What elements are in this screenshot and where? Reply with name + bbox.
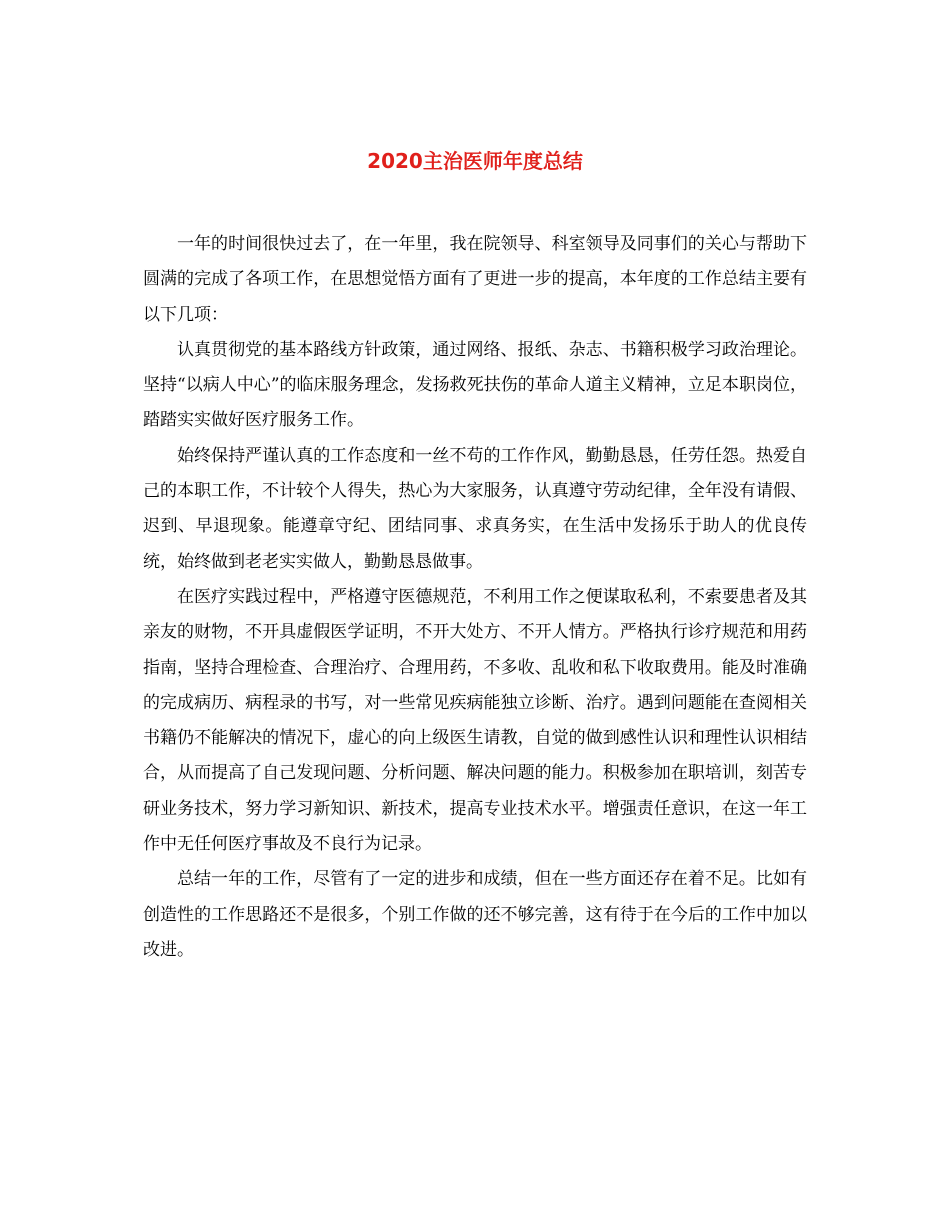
body-paragraph-2: 认真贯彻党的基本路线方针政策，通过网络、报纸、杂志、书籍积极学习政治理论。坚持“以病人中心”的临床服务理念，发扬救死扶伤的革命人道主义精神，立足本职岗位，踏踏实实做好医疗服务工作。 xyxy=(143,339,807,431)
document-body xyxy=(143,227,807,968)
body-paragraph-5: 总结一年的工作，尽管有了一定的进步和成绩，但在一些方面还存在着不足。比如有创造性的工作思路还不是很多，个别工作做的还不够完善，这有待于在今后的工作中加以改进。 xyxy=(143,869,807,960)
body-paragraph-1: 一年的时间很快过去了，在一年里，我在院领导、科室领导及同事们的关心与帮助下圆满的完成了各项工作，在思想觉悟方面有了更进一步的提高，本年度的工作总结主要有以下几项： xyxy=(143,234,807,325)
body-paragraph-4: 在医疗实践过程中，严格遵守医德规范，不利用工作之便谋取私利，不索要患者及其亲友的财物，不开具虚假医学证明，不开大处方、不开人情方。严格执行诊疗规范和用药指南，坚持合理检查、合理治疗、合理用药，不多收、乱收和私下收取费用。能及时准确的完成病历、病程录的书写，对一些常见疾病能独立诊断、治疗。遇到问题能在查阅相关书籍仍不能解决的情况下，虚心的向上级医生请教，自觉的做到感性认识和理性认识相结合，从而提高了自己发现问题、分析问题、解决问题的能力。积极参加在职培训，刻苦专研业务技术，努力学习新知识、新技术，提高专业技术水平。增强责任意识，在这一年工作中无任何医疗事故及不良行为记录。 xyxy=(143,586,807,855)
page-title: 2020主治医师年度总结 xyxy=(367,149,583,173)
body-paragraph-3: 始终保持严谨认真的工作态度和一丝不苟的工作作风，勤勤恳恳，任劳任怨。热爱自己的本职工作，不计较个人得失，热心为大家服务，认真遵守劳动纪律，全年没有请假、迟到、早退现象。能遵章守纪、团结同事、求真务实，在生活中发扬乐于助人的优良传统，始终做到老老实实做人，勤勤恳恳做事。 xyxy=(143,445,807,572)
